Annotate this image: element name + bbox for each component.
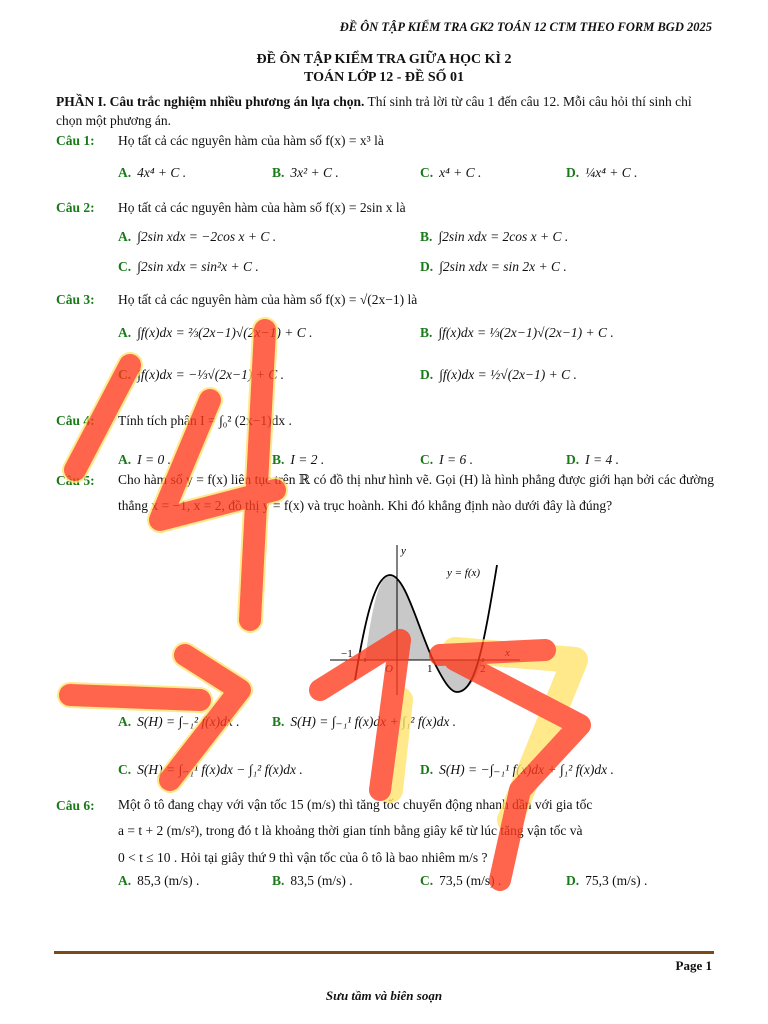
question-text: Họ tất cả các nguyên hàm của hàm số f(x) = √(2x−1) là bbox=[118, 292, 418, 307]
question-6-line1: Một ô tô đang chạy với vận tốc 15 (m/s) thì tăng tốc chuyển động nhanh dần với gia tốc bbox=[118, 797, 593, 812]
question-6-line3: 0 < t ≤ 10 . Hỏi tại giây thứ 9 thì vận tốc của ô tô là bao nhiêm m/s ? bbox=[118, 850, 488, 865]
question-4 bbox=[56, 413, 292, 429]
option-b[interactable]: B. ∫f(x)dx = ⅓(2x−1)√(2x−1) + C . bbox=[420, 325, 614, 340]
option-c[interactable]: C. S(H) = ∫₋₁¹ f(x)dx − ∫₁² f(x)dx . bbox=[118, 762, 303, 777]
option-b[interactable]: B. S(H) = ∫₋₁¹ f(x)dx + ∫₁² f(x)dx . bbox=[272, 714, 457, 729]
option-a[interactable]: A. ∫2sin xdx = −2cos x + C . bbox=[118, 229, 277, 244]
footer-divider bbox=[54, 951, 714, 954]
option-c[interactable]: C. 73,5 (m/s) . bbox=[420, 873, 502, 888]
tick-1: 1 bbox=[427, 663, 433, 675]
tick-2: 2 bbox=[480, 663, 486, 675]
option-d[interactable]: D. ∫2sin xdx = sin 2x + C . bbox=[420, 259, 567, 274]
origin-label: O bbox=[385, 663, 393, 675]
option-a[interactable]: A. S(H) = ∫₋₁² f(x)dx . bbox=[118, 714, 240, 729]
question-label: Câu 5: bbox=[56, 473, 95, 488]
question-2 bbox=[56, 200, 406, 216]
function-graph bbox=[325, 540, 525, 700]
option-b[interactable]: B. ∫2sin xdx = 2cos x + C . bbox=[420, 229, 569, 244]
curve-label: y = f(x) bbox=[447, 567, 481, 579]
option-a[interactable]: A. 85,3 (m/s) . bbox=[118, 873, 200, 888]
option-d[interactable]: D. I = 4 . bbox=[566, 452, 619, 467]
part1-instructions bbox=[56, 92, 716, 130]
question-label: Câu 2: bbox=[56, 200, 95, 215]
option-c[interactable]: C. ∫f(x)dx = −⅓√(2x−1) + C . bbox=[118, 367, 285, 382]
option-c[interactable]: C. I = 6 . bbox=[420, 452, 473, 467]
option-a[interactable]: A. I = 0 . bbox=[118, 452, 171, 467]
option-d[interactable]: D. 75,3 (m/s) . bbox=[566, 873, 648, 888]
option-b[interactable]: B. I = 2 . bbox=[272, 452, 325, 467]
footer-source: Sưu tầm và biên soạn bbox=[325, 988, 443, 1003]
part1-heading: PHẦN I. Câu trắc nghiệm nhiều phương án lựa chọn. bbox=[56, 94, 365, 109]
exam-subtitle: TOÁN LỚP 12 - ĐỀ SỐ 01 bbox=[304, 70, 464, 85]
question-1 bbox=[56, 133, 384, 149]
option-a[interactable]: A. 4x⁴ + C . bbox=[118, 165, 187, 180]
page-number: Page 1 bbox=[675, 958, 712, 973]
question-text: Họ tất cả các nguyên hàm của hàm số f(x) = x³ là bbox=[118, 133, 384, 148]
option-a[interactable]: A. ∫f(x)dx = ⅔(2x−1)√(2x−1) + C . bbox=[118, 325, 313, 340]
option-d[interactable]: D. S(H) = −∫₋₁¹ f(x)dx + ∫₁² f(x)dx . bbox=[420, 762, 614, 777]
question-3 bbox=[56, 292, 417, 308]
option-b[interactable]: B. 83,5 (m/s) . bbox=[272, 873, 353, 888]
option-c[interactable]: C. x⁴ + C . bbox=[420, 165, 482, 180]
question-label: Câu 3: bbox=[56, 292, 95, 307]
question-5-text: Cho hàm số y = f(x) liên tục trên ℝ có đồ thị như hình vẽ. Gọi (H) là hình phẳng được giới hạn bởi các đường thẳng x = −1, x = 2, đồ thị y = f(x) và trục hoành. Khi đó khẳng định nào dưới đây là đúng? bbox=[118, 472, 714, 513]
question-label: Câu 1: bbox=[56, 133, 95, 148]
question-label: Câu 6: bbox=[56, 798, 95, 813]
tick-neg1: −1 bbox=[341, 648, 353, 660]
option-c[interactable]: C. ∫2sin xdx = sin²x + C . bbox=[118, 259, 259, 274]
x-axis-label: x bbox=[505, 647, 510, 659]
y-axis-label: y bbox=[401, 545, 406, 557]
option-d[interactable]: D. ∫f(x)dx = ½√(2x−1) + C . bbox=[420, 367, 577, 382]
option-d[interactable]: D. ¼x⁴ + C . bbox=[566, 165, 638, 180]
part1-text: Thí sinh trả lời từ câu 1 đến câu 12. Mỗi câu hỏi thí sinh chỉ chọn một phương án. bbox=[56, 94, 692, 128]
exam-title: ĐỀ ÔN TẬP KIỂM TRA GIỮA HỌC KÌ 2 bbox=[256, 52, 512, 67]
doc-header: ĐỀ ÔN TẬP KIỂM TRA GK2 TOÁN 12 CTM THEO FORM BGD 2025 bbox=[339, 20, 712, 34]
question-5-label bbox=[56, 473, 118, 489]
option-b[interactable]: B. 3x² + C . bbox=[272, 165, 339, 180]
question-text: Tính tích phân I = ∫₀² (2x−1)dx . bbox=[118, 413, 292, 428]
question-label: Câu 4: bbox=[56, 413, 95, 428]
question-6-line2: a = t + 2 (m/s²), trong đó t là khoảng thời gian tính bằng giây kể từ lúc tăng vận tốc và bbox=[118, 823, 583, 838]
question-6-label bbox=[56, 798, 118, 814]
question-text: Họ tất cả các nguyên hàm của hàm số f(x) = 2sin x là bbox=[118, 200, 406, 215]
